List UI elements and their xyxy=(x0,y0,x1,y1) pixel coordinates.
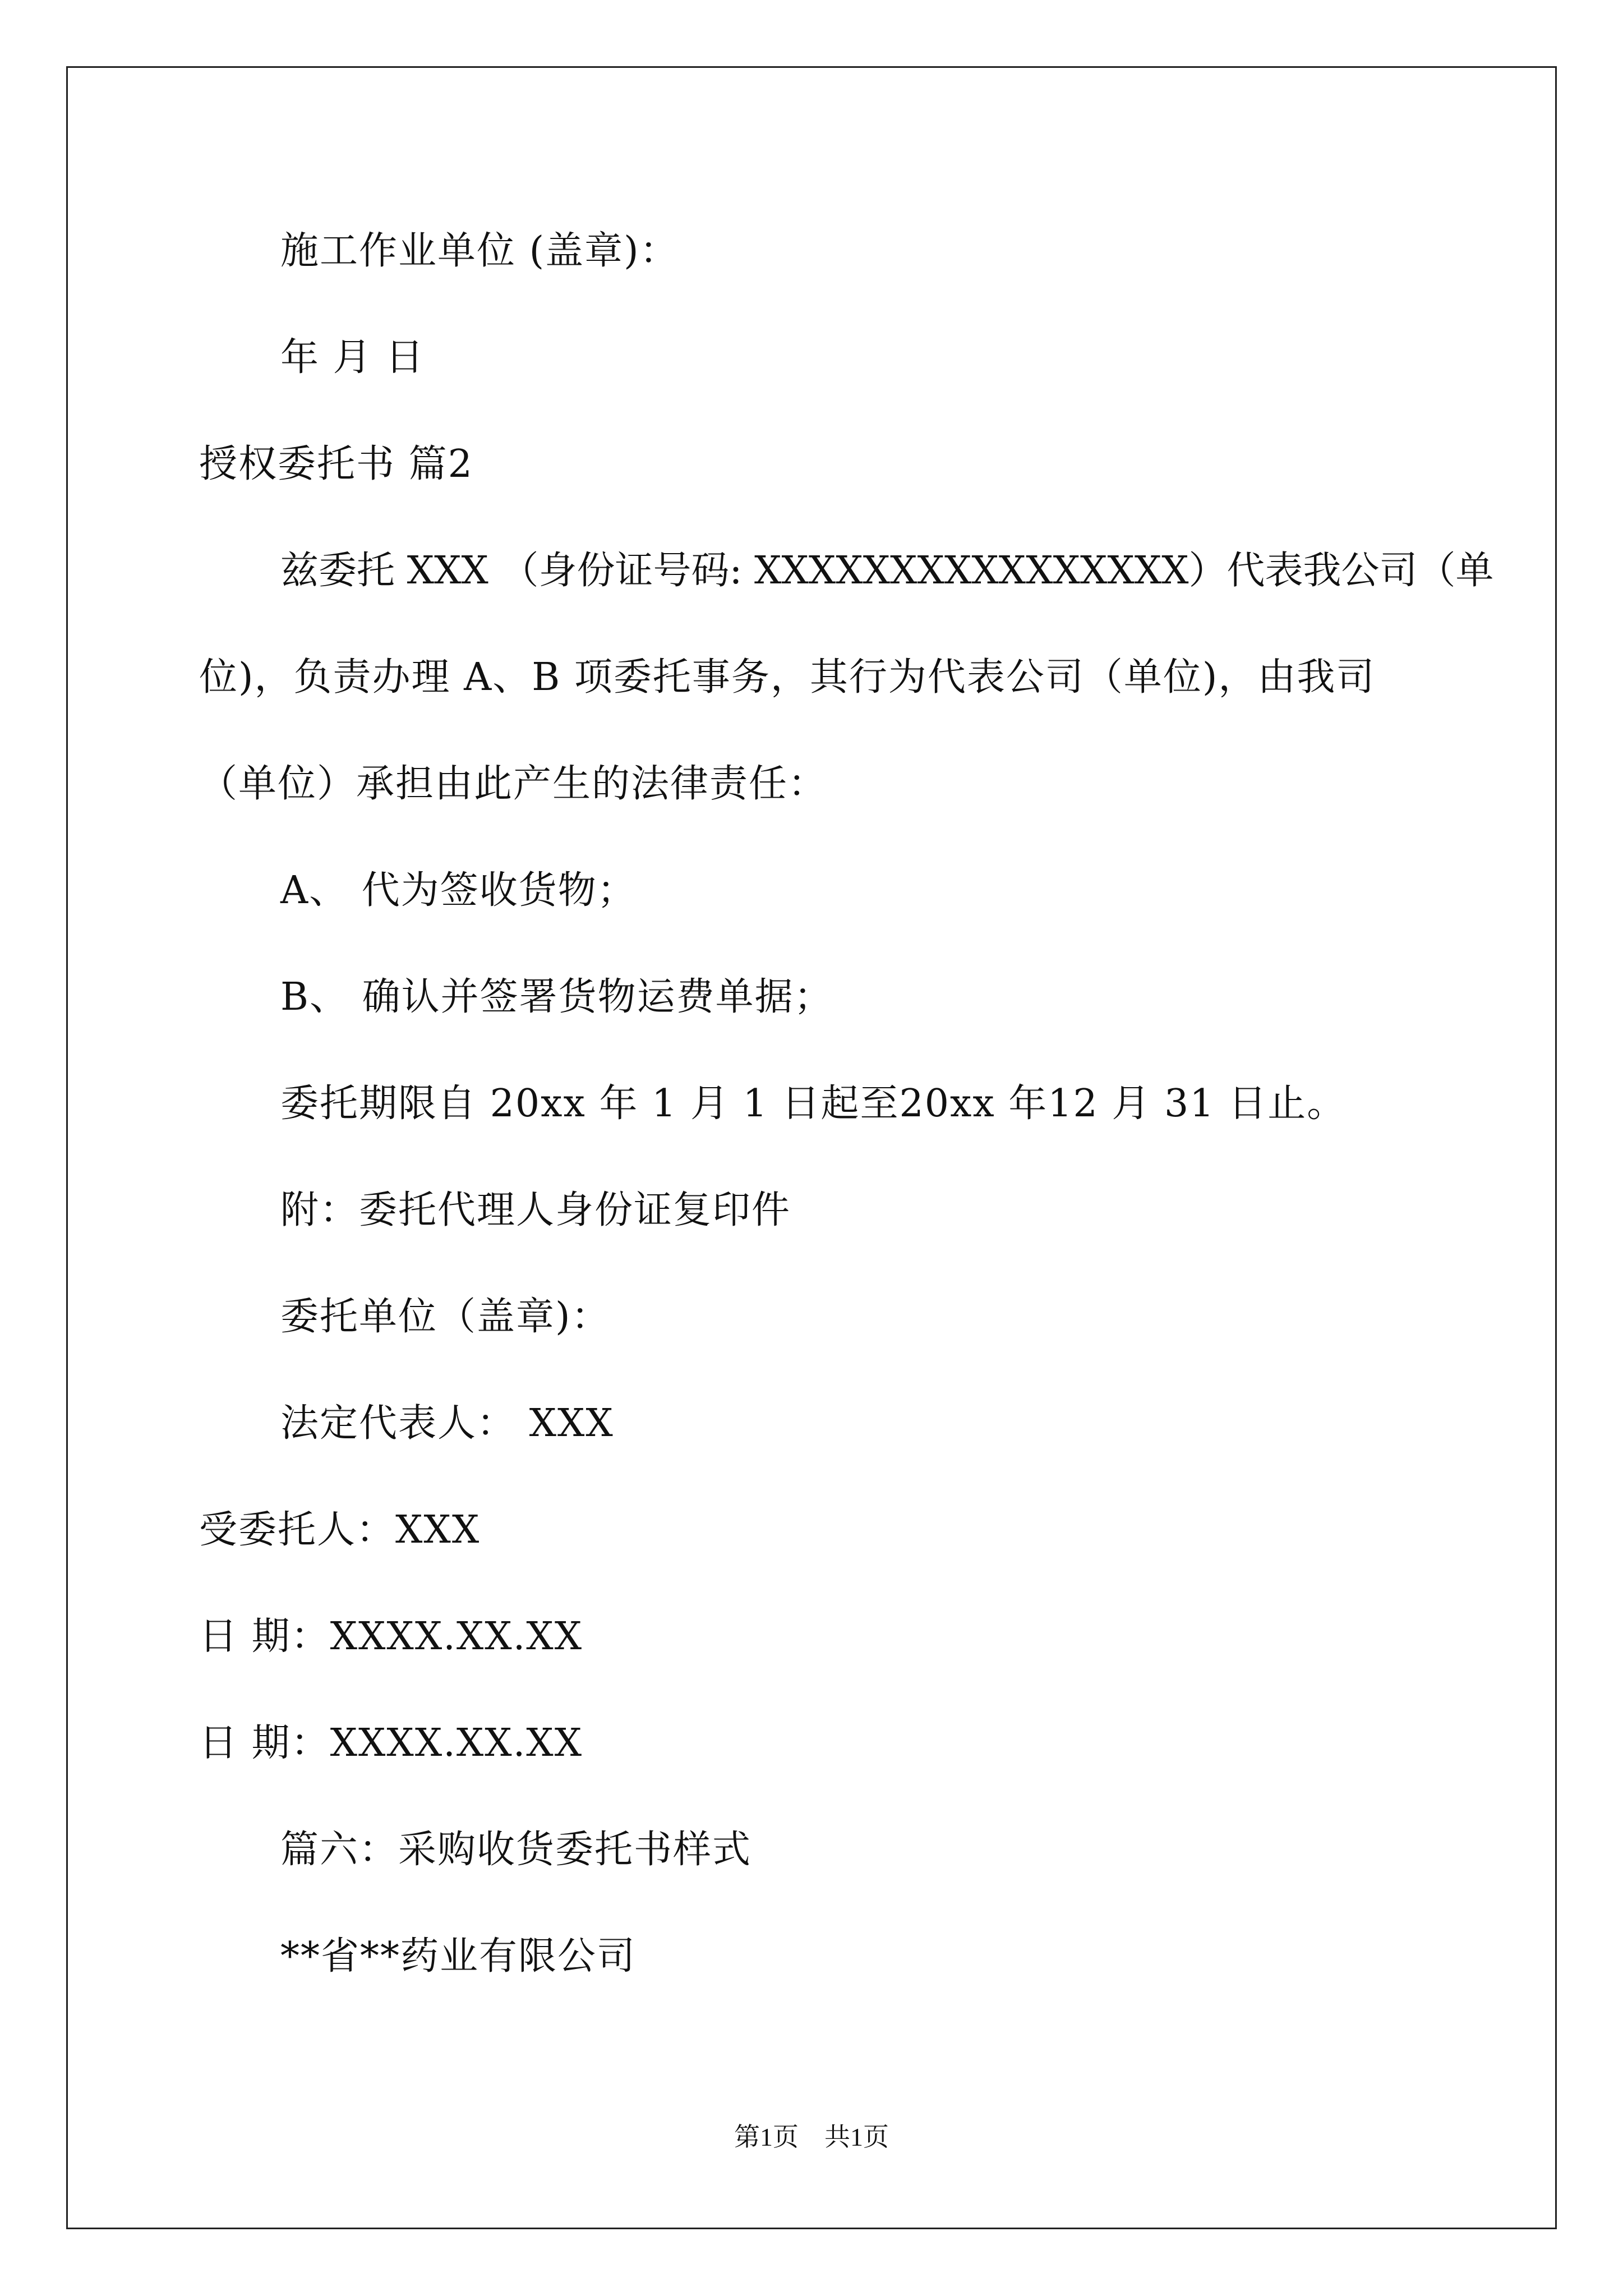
authorization-period: 委托期限自 20xx 年 1 月 1 日起至20xx 年12 月 31 日止。 xyxy=(280,1082,1347,1126)
authorization-paragraph-text-1: 兹委托 XXX （身份证号码: XXXXXXXXXXXXXXXX）代表我公司（单 xyxy=(280,549,1494,593)
section-six-title: 篇六：采购收货委托书样式 xyxy=(280,1828,752,1872)
trustee: 受委托人：XXX xyxy=(199,1508,481,1552)
item-a: A、 代为签收货物； xyxy=(280,868,637,913)
company-name: **省**药业有限公司 xyxy=(280,1934,637,1978)
authorization-paragraph-line-1 xyxy=(280,549,1494,593)
section-title-authorization-2: 授权委托书 篇2 xyxy=(199,442,473,486)
authorization-paragraph-line-3: （单位）承担由此产生的法律责任： xyxy=(199,762,828,806)
construction-unit-seal-line: 施工作业单位 (盖章)： xyxy=(280,229,679,273)
item-b: B、 确认并签署货物运费单据； xyxy=(280,975,833,1019)
entrusting-unit-seal: 委托单位（盖章)： xyxy=(280,1295,611,1339)
date-blank-line: 年 月 日 xyxy=(280,335,425,380)
page-border xyxy=(66,66,1557,2229)
page-footer: 第1页 共1页 xyxy=(734,2123,889,2151)
attachment-note: 附：委托代理人身份证复印件 xyxy=(280,1188,791,1232)
date-line-2: 日 期：XXXX.XX.XX xyxy=(199,1721,583,1765)
authorization-paragraph-line-2: 位)，负责办理 A、B 项委托事务，其行为代表公司（单位)，由我司 xyxy=(199,655,1376,700)
date-line-1: 日 期：XXXX.XX.XX xyxy=(199,1614,583,1659)
legal-representative: 法定代表人： XXX xyxy=(280,1401,614,1446)
